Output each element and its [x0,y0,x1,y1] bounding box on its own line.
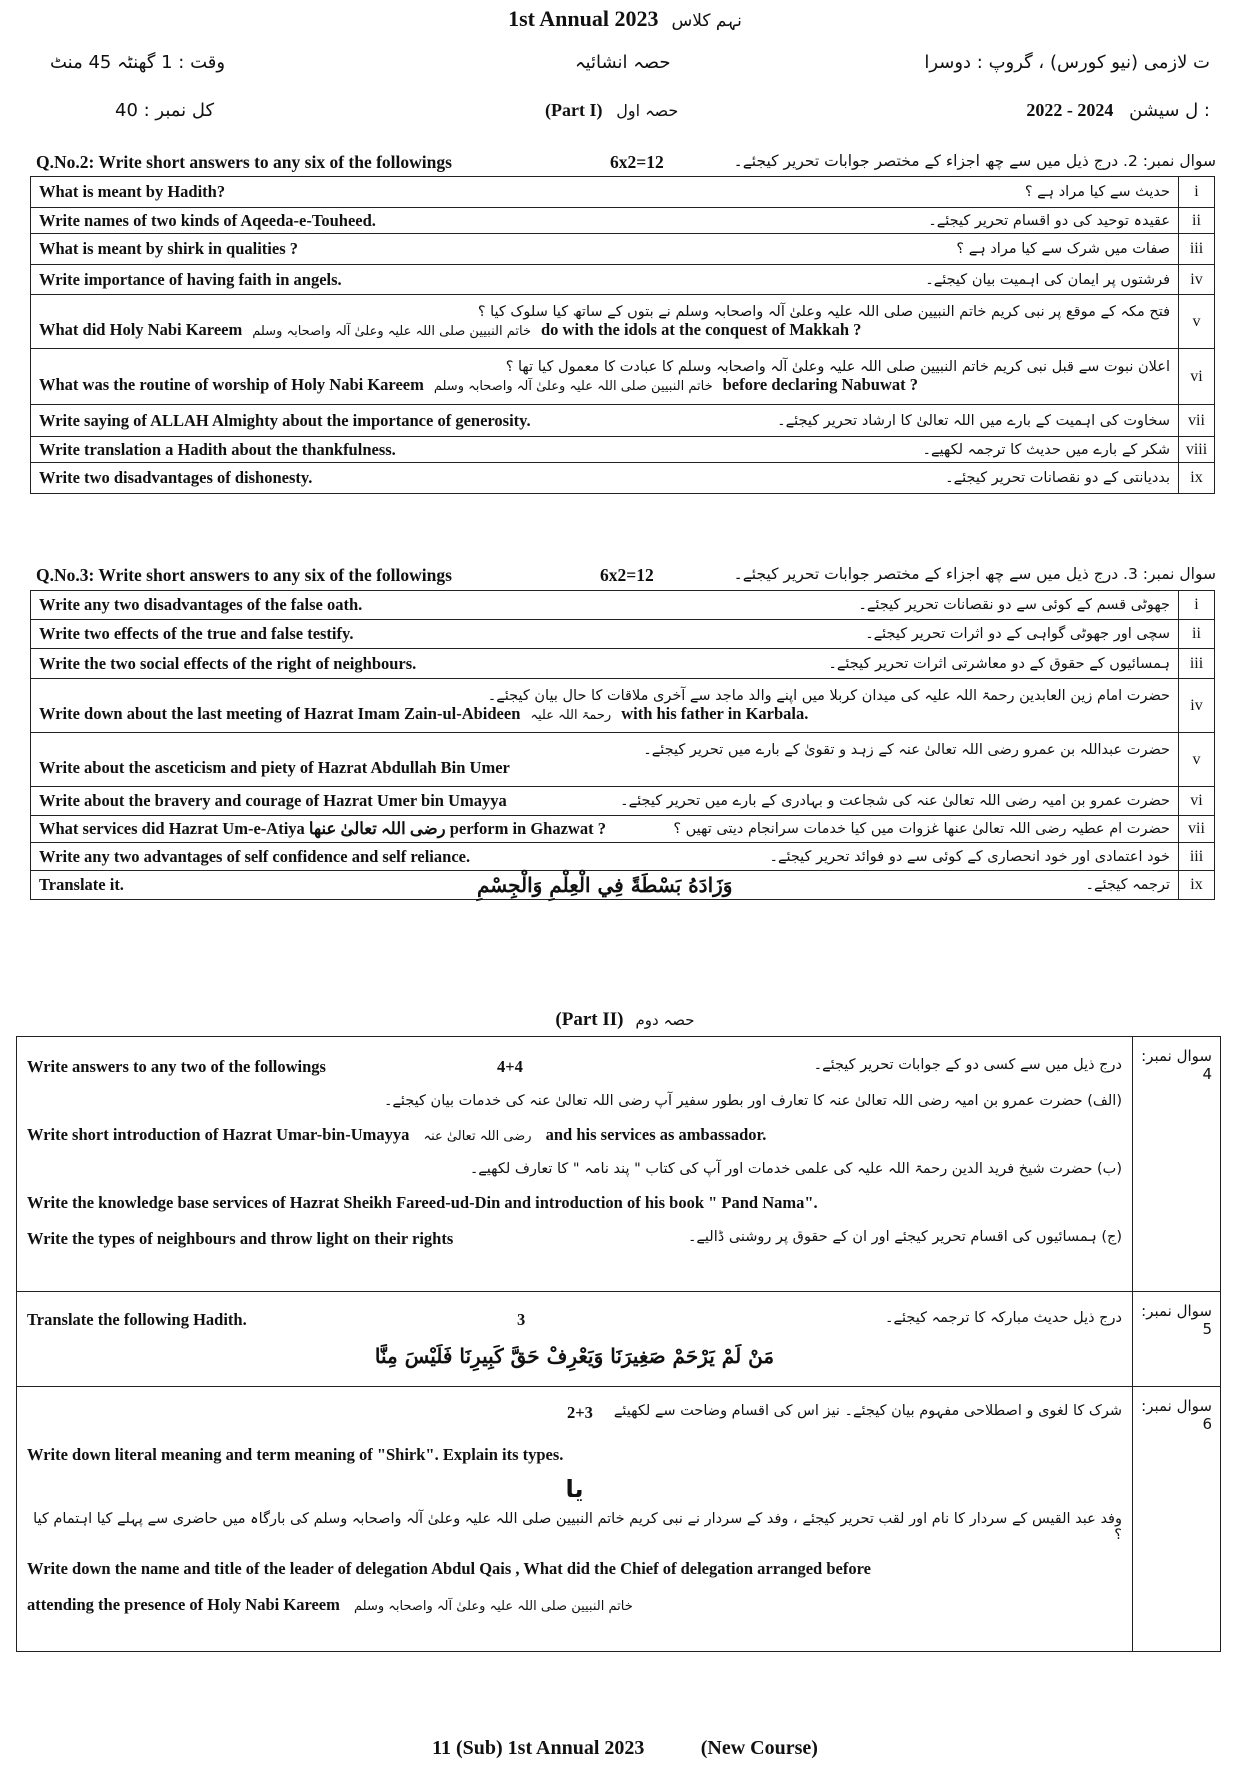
question-text [31,843,1179,871]
question-row [31,463,1215,494]
question-number: viii [1179,437,1215,463]
q6-alt-urdu: وفد عبد القیس کے سردار کا نام اور لقب تحریر کیجئے ، وفد کے سردار نے نبی کریم خاتم النبیین صلی اللہ علیہ وعلیٰ آلہ واصحابہ وسلم کی بارگاہ میں حاضری سے پہلے کیا اہتمام کیا ؟ [33,1511,1122,1543]
part-one-label: (Part I) حصہ اول [545,100,679,120]
question-text [31,733,1179,787]
question-text [31,405,1179,437]
question-number: ii [1179,208,1215,234]
question-english: Write saying of ALLAH Almighty about the importance of generosity. [39,410,531,430]
total-marks: کل نمبر : 40 [115,100,215,121]
question-number: vii [1179,816,1215,843]
question-urdu: حضرت عمرو بن امیہ رضی اللہ تعالیٰ عنہ کی شجاعت و بہادری کے بارے میں تحریر کیجئے۔ [620,793,1170,809]
question-row [31,679,1215,733]
question-row [31,405,1215,437]
question-row [31,843,1215,871]
question-number: vi [1179,787,1215,816]
question-row [31,208,1215,234]
question-text [31,591,1179,620]
question-number: i [1179,177,1215,208]
q5-label: سوال نمبر: 5 [1133,1292,1221,1387]
question-urdu: ہمسائیوں کے حقوق کے دو معاشرتی اثرات تحریر کیجئے۔ [828,655,1170,672]
question-english: What services did Hazrat Um-e-Atiya رضی اللہ تعالیٰ عنھا perform in Ghazwat ? [39,819,606,838]
question-row [31,295,1215,349]
question-number: v [1179,295,1215,349]
question-text [31,177,1179,208]
q5-row [17,1292,1221,1387]
question-number: iii [1179,234,1215,265]
question-urdu: سچی اور جھوٹی گواہی کے دو اثرات تحریر کیجئے۔ [865,626,1170,642]
q4-part-c-urdu: (ج) ہمسائیوں کی اقسام تحریر کیجئے اور ان کے حقوق پر روشنی ڈالیے۔ [687,1229,1122,1245]
question-english: What is meant by Hadith? [39,182,226,201]
question-row [31,234,1215,265]
question-urdu: حضرت عبداللہ بن عمرو رضی اللہ تعالیٰ عنہ کے زہد و تقویٰ کے بارے میں تحریر کیجئے۔ [643,742,1170,758]
question-urdu: بددیانتی کے دو نقصانات تحریر کیجئے۔ [945,470,1170,486]
question-english: Write names of two kinds of Aqeeda-e-Touheed. [39,210,376,230]
q6-label: سوال نمبر: 6 [1133,1387,1221,1652]
question-row [31,177,1215,208]
question-row [31,620,1215,649]
q6-row [17,1387,1221,1652]
question-english: What was the routine of worship of Holy Nabi Kareem خاتم النبیین صلی اللہ علیہ وعلیٰ آلہ واصحابہ وسلم before declaring Nabuwat ? [39,375,918,394]
question-number: vi [1179,349,1215,405]
question-text [31,787,1179,816]
question-number: iii [1179,843,1215,871]
question-number: iv [1179,679,1215,733]
q6-content: 2+3 شرک کا لغوی و اصطلاحی مفہوم بیان کیجئے۔ نیز اس کی اقسام وضاحت سے لکھیئے Write down literal meaning and term meaning of "Shirk". Explain its types. یا وفد عبد القیس کے سردار کا نام اور لقب تحریر کیجئے ، وفد کے سردار نے نبی کریم خاتم النبیین صلی اللہ علیہ وعلیٰ آلہ واصحابہ وسلم کی بارگاہ میں حاضری سے پہلے کیا اہتمام کیا ؟ Write down the name and title of the leader of delegation Abdul Qais , What did the Chief of delegation arranged before attending the presence of Holy Nabi Kareem خاتم النبیین صلی اللہ علیہ وعلیٰ آلہ واصحابہ وسلم [17,1387,1133,1652]
question-number: ii [1179,620,1215,649]
question-english: What did Holy Nabi Kareem خاتم النبیین صلی اللہ علیہ وعلیٰ آلہ واصحابہ وسلم do with the idols at the conquest of Makkah ? [39,320,862,339]
question-text [31,649,1179,679]
question-english: Write two disadvantages of dishonesty. [39,468,313,487]
question-arabic: وَزَادَهُ بَسْطَةً فِي الْعِلْمِ وَالْجِسْمِ [476,873,733,897]
question-row [31,591,1215,620]
exam-title: 1st Annual 2023 نہم کلاس [508,6,742,31]
question-urdu: جھوٹی قسم کے کوئی سے دو نقصانات تحریر کیجئے۔ [858,597,1170,613]
question-text [31,679,1179,733]
q6-alt-english-2: attending the presence of Holy Nabi Kareem خاتم النبیین صلی اللہ علیہ وعلیٰ آلہ واصحابہ وسلم [27,1595,633,1614]
question-text [31,208,1179,234]
q3-heading: Q.No.3: Write short answers to any six of the followings 6x2=12 سوال نمبر: 3. درج ذیل میں سے چھ اجزاء کے مختصر جوابات تحریر کیجئے۔ [36,565,1216,585]
question-english: Write any two advantages of self confidence and self reliance. [39,846,471,866]
question-row [31,349,1215,405]
question-english: Translate it. [39,875,124,894]
question-text [31,234,1179,265]
question-urdu: صفات میں شرک سے کیا مراد ہے ؟ [956,241,1170,257]
question-text [31,437,1179,463]
part-two-title: (Part II) حصہ دوم [555,1009,695,1030]
question-english: Write translation a Hadith about the thankfulness. [39,439,396,459]
q5-arabic-hadith: مَنْ لَمْ يَرْحَمْ صَغِيرَنَا وَيَعْرِفْ حَقَّ كَبِيرِنَا فَلَيْسَ مِنَّا [374,1344,775,1368]
question-english: Write any two disadvantages of the false oath. [39,595,363,614]
question-english: What is meant by shirk in qualities ? [39,239,299,258]
question-row [31,816,1215,843]
question-number: v [1179,733,1215,787]
q4-part-a-urdu: (الف) حضرت عمرو بن امیہ رضی اللہ تعالیٰ عنہ کا تعارف اور بطور سفیر آپ رضی اللہ تعالیٰ عنہ کی خدمات بیان کیجئے۔ [383,1093,1122,1109]
question-text [31,620,1179,649]
question-urdu: فرشتوں پر ایمان کی اہمیت بیان کیجئے۔ [925,271,1170,288]
q2-table [30,176,1215,494]
question-urdu: حضرت امام زین العابدین رحمۃ اللہ علیہ کی میدان کربلا میں اپنے والد ماجد سے آخری ملاقات کا حال بیان کیجئے۔ [487,688,1170,704]
question-number: vii [1179,405,1215,437]
question-row [31,787,1215,816]
question-english: Write about the bravery and courage of Hazrat Umer bin Umayya [39,791,507,810]
question-row [31,265,1215,295]
question-urdu: اعلان نبوت سے قبل نبی کریم خاتم النبیین صلی اللہ علیہ وعلیٰ آلہ واصحابہ وسلم کا عبادت کا معمول کیا تھا ؟ [505,359,1170,375]
q6-alt-english-1: Write down the name and title of the leader of delegation Abdul Qais , What did the Chief of delegation arranged before [27,1559,871,1578]
question-urdu: حضرت ام عطیہ رضی اللہ تعالیٰ عنھا غزوات میں کیا خدمات سرانجام دیتی تھیں ؟ [673,821,1170,837]
question-english: Write importance of having faith in angels. [39,269,342,289]
q4-part-b-urdu: (ب) حضرت شیخ فرید الدین رحمۃ اللہ علیہ کی علمی خدمات اور آپ کی کتاب " پند نامہ " کا تعارف لکھیے۔ [469,1161,1122,1177]
question-text [31,871,1179,900]
session: 2022 - 2024 ل سیشن : [1026,100,1210,121]
question-number: iii [1179,649,1215,679]
question-row [31,871,1215,900]
question-urdu: سخاوت کی اہمیت کے بارے میں اللہ تعالیٰ کا ارشاد تحریر کیجئے۔ [777,412,1170,429]
section-name: حصہ انشائیہ [575,52,671,73]
q5-content: Translate the following Hadith. 3 درج ذیل حدیث مبارکہ کا ترجمہ کیجئے۔ مَنْ لَمْ يَرْحَمْ صَغِيرَنَا وَيَعْرِفْ حَقَّ كَبِيرِنَا فَلَيْسَ مِنَّا [17,1292,1133,1387]
time-allowed: وقت : 1 گھنٹہ 45 منٹ [50,52,226,73]
question-english: Write about the asceticism and piety of Hazrat Abdullah Bin Umer [39,758,510,777]
question-urdu: ترجمہ کیجئے۔ [1085,877,1170,893]
question-urdu: خود اعتمادی اور خود انحصاری کے کوئی سے دو فوائد تحریر کیجئے۔ [769,848,1170,865]
q4-row [17,1037,1221,1292]
q4-part-b-english: Write the knowledge base services of Hazrat Sheikh Fareed-ud-Din and introduction of his book " Pand Nama". [27,1193,818,1212]
question-text [31,463,1179,494]
question-row [31,649,1215,679]
paper-header [30,0,1220,150]
question-number: i [1179,591,1215,620]
question-text [31,295,1179,349]
question-urdu: فتح مکہ کے موقع پر نبی کریم خاتم النبیین صلی اللہ علیہ وعلیٰ آلہ واصحابہ وسلم نے بتوں کے ساتھ کیا سلوک کیا ؟ [477,304,1170,320]
q4-content: Write answers to any two of the followings 4+4 درج ذیل میں سے کسی دو کے جوابات تحریر کیجئے۔ (الف) حضرت عمرو بن امیہ رضی اللہ تعالیٰ عنہ کا تعارف اور بطور سفیر آپ رضی اللہ تعالیٰ عنہ کی خدمات بیان کیجئے۔ Write short introduction of Hazrat Umar-bin-Umayya رضی اللہ تعالیٰ عنہ and his services as ambassador. (ب) حضرت شیخ فرید الدین رحمۃ اللہ علیہ کی علمی خدمات اور آپ کی کتاب " پند نامہ " کا تعارف لکھیے۔ Write the knowledge base services of Hazrat Sheikh Fareed-ud-Din and introduction of his book " Pand Nama". Write the types of neighbours and throw light on their rights (ج) ہمسائیوں کی اقسام تحریر کیجئے اور ان کے حقوق پر روشنی ڈالیے۔ [17,1037,1133,1292]
question-number: ix [1179,871,1215,900]
subject-group: ت لازمی (نیو کورس) ، گروپ : دوسرا [924,52,1210,73]
part-two-table [16,1036,1221,1652]
q4-part-a-english: Write short introduction of Hazrat Umar-bin-Umayya رضی اللہ تعالیٰ عنہ and his services as ambassador. [27,1125,767,1144]
question-text [31,265,1179,295]
question-english: Write the two social effects of the right of neighbours. [39,653,417,673]
question-text [31,816,1179,843]
q4-label: سوال نمبر: 4 [1133,1037,1221,1292]
q3-table [30,590,1215,900]
paper-footer: 11 (Sub) 1st Annual 2023 (New Course) [432,1737,818,1759]
q6-or: یا [565,1475,584,1503]
question-text [31,349,1179,405]
question-urdu: حدیث سے کیا مراد ہے ؟ [1024,184,1170,200]
q2-heading: Q.No.2: Write short answers to any six of the followings 6x2=12 سوال نمبر: 2. درج ذیل میں سے چھ اجزاء کے مختصر جوابات تحریر کیجئے۔ [36,152,1216,172]
q6-english: Write down literal meaning and term meaning of "Shirk". Explain its types. [27,1445,564,1464]
q4-part-c-english: Write the types of neighbours and throw light on their rights [27,1229,454,1248]
question-urdu: شکر کے بارے میں حدیث کا ترجمہ لکھیے۔ [922,441,1170,458]
question-number: ix [1179,463,1215,494]
question-urdu: عقیدہ توحید کی دو اقسام تحریر کیجئے۔ [928,212,1170,229]
question-english: Write down about the last meeting of Hazrat Imam Zain-ul-Abideen رحمۃ اللہ علیہ with his father in Karbala. [39,704,809,723]
question-number: iv [1179,265,1215,295]
question-english: Write two effects of the true and false testify. [39,624,354,643]
question-row [31,733,1215,787]
question-row [31,437,1215,463]
